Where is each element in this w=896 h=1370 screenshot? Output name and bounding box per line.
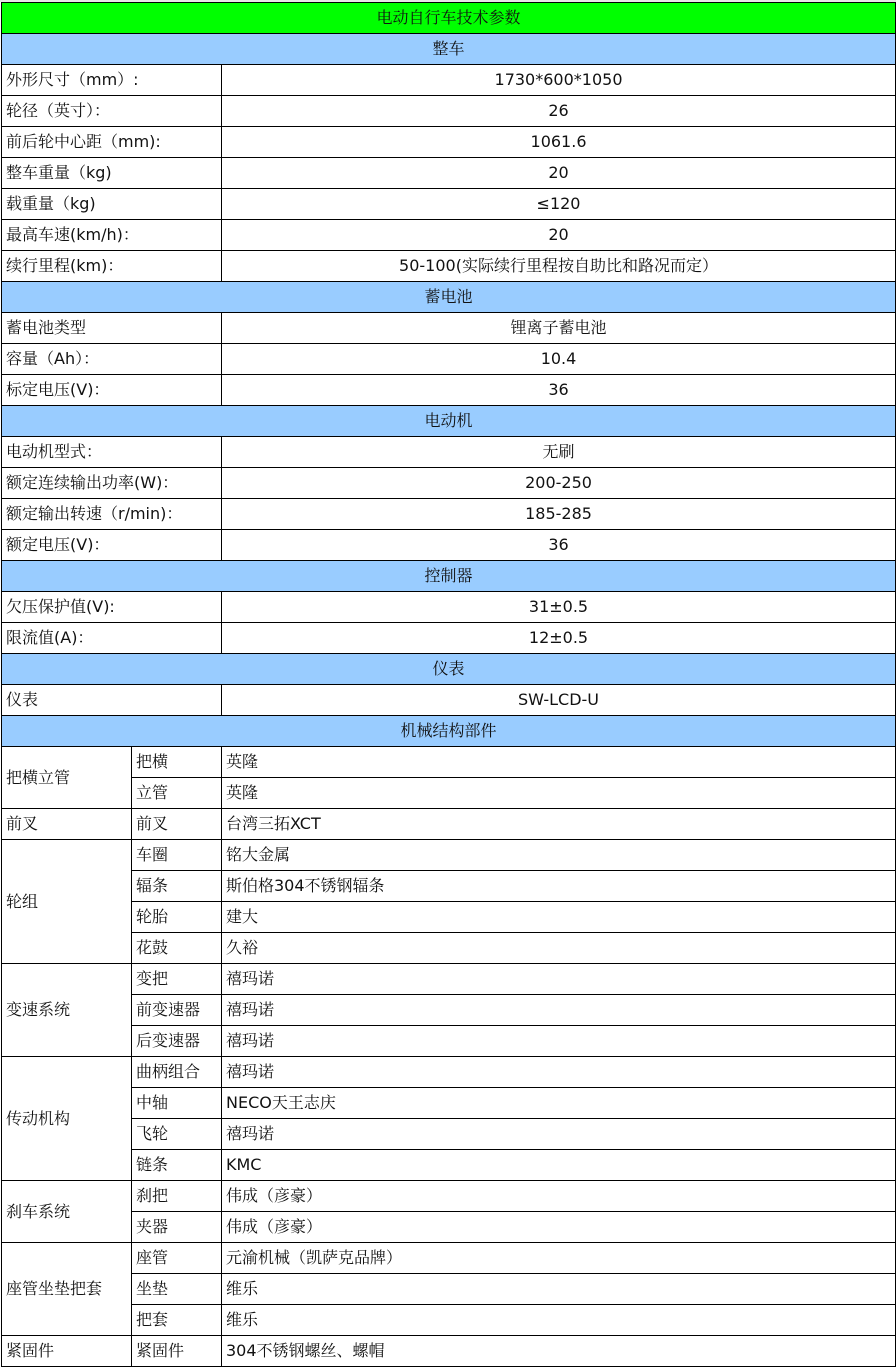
spec-label: 额定输出转速（r/min)： xyxy=(2,499,222,530)
spec-value: 12±0.5 xyxy=(222,623,896,654)
part-name: 紧固件 xyxy=(132,1336,222,1367)
component-row xyxy=(2,1212,896,1243)
section-header-row xyxy=(2,34,896,65)
section-header: 整车 xyxy=(2,34,896,65)
component-row xyxy=(2,933,896,964)
group-cell xyxy=(2,1181,132,1243)
component-row xyxy=(2,902,896,933)
component-row xyxy=(2,809,896,840)
brand-name: 久裕 xyxy=(222,933,896,964)
part-name: 把套 xyxy=(132,1305,222,1336)
spec-value: 无刷 xyxy=(222,437,896,468)
group-cell xyxy=(2,1057,132,1181)
spec-label: 续行里程(km)： xyxy=(2,251,222,282)
group-name: 传动机构 xyxy=(6,1108,71,1128)
spec-value: 26 xyxy=(222,96,896,127)
brand-name: 维乐 xyxy=(222,1274,896,1305)
spec-label: 额定连续输出功率(W)： xyxy=(2,468,222,499)
spec-row xyxy=(2,499,896,530)
component-row xyxy=(2,1026,896,1057)
group-name: 把横立管 xyxy=(6,767,71,787)
brand-name: 斯伯格304不锈钢辐条 xyxy=(222,871,896,902)
component-row xyxy=(2,871,896,902)
spec-row xyxy=(2,592,896,623)
spec-row xyxy=(2,158,896,189)
part-name: 后变速器 xyxy=(132,1026,222,1057)
part-name: 花鼓 xyxy=(132,933,222,964)
brand-name: 英隆 xyxy=(222,778,896,809)
part-name: 把横 xyxy=(132,747,222,778)
brand-name: 禧玛诺 xyxy=(222,1119,896,1150)
brand-name: 建大 xyxy=(222,902,896,933)
part-name: 前变速器 xyxy=(132,995,222,1026)
section-header: 仪表 xyxy=(2,654,896,685)
group-name: 轮组 xyxy=(6,891,39,911)
brand-name: 铭大金属 xyxy=(222,840,896,871)
component-row xyxy=(2,1243,896,1274)
brand-name: 304不锈钢螺丝、螺帽 xyxy=(222,1336,896,1367)
spec-label: 蓄电池类型 xyxy=(2,313,222,344)
spec-row xyxy=(2,468,896,499)
component-row xyxy=(2,964,896,995)
spec-label: 外形尺寸（mm）: xyxy=(2,65,222,96)
spec-label: 标定电压(V)： xyxy=(2,375,222,406)
component-row xyxy=(2,1336,896,1367)
spec-label: 容量（Ah）： xyxy=(2,344,222,375)
spec-value: 1061.6 xyxy=(222,127,896,158)
part-name: 曲柄组合 xyxy=(132,1057,222,1088)
component-row xyxy=(2,1150,896,1181)
group-cell xyxy=(2,840,132,964)
spec-label: 额定电压(V)： xyxy=(2,530,222,561)
brand-name: 维乐 xyxy=(222,1305,896,1336)
spec-label: 整车重量（kg) xyxy=(2,158,222,189)
spec-value: 1730*600*1050 xyxy=(222,65,896,96)
section-header-row xyxy=(2,406,896,437)
group-name: 座管坐垫把套 xyxy=(6,1279,103,1298)
spec-row xyxy=(2,437,896,468)
part-name: 中轴 xyxy=(132,1088,222,1119)
part-name: 链条 xyxy=(132,1150,222,1181)
section-header-row xyxy=(2,654,896,685)
spec-value: 36 xyxy=(222,375,896,406)
spec-value: 50-100(实际续行里程按自助比和路况而定） xyxy=(222,251,896,282)
group-name: 前叉 xyxy=(6,814,39,833)
spec-row xyxy=(2,685,896,716)
group-cell xyxy=(2,964,132,1057)
component-row xyxy=(2,747,896,778)
group-name: 变速系统 xyxy=(6,1000,71,1019)
spec-value: ≤120 xyxy=(222,189,896,220)
part-name: 辐条 xyxy=(132,871,222,902)
component-row xyxy=(2,1181,896,1212)
spec-row xyxy=(2,220,896,251)
spec-label: 电动机型式： xyxy=(2,437,222,468)
spec-value: 10.4 xyxy=(222,344,896,375)
spec-value: 锂离子蓄电池 xyxy=(222,313,896,344)
spec-row xyxy=(2,251,896,282)
spec-row xyxy=(2,344,896,375)
part-name: 夹器 xyxy=(132,1212,222,1243)
title-row xyxy=(2,3,896,34)
part-name: 轮胎 xyxy=(132,902,222,933)
component-row xyxy=(2,995,896,1026)
part-name: 座管 xyxy=(132,1243,222,1274)
part-name: 刹把 xyxy=(132,1181,222,1212)
group-cell xyxy=(2,809,132,840)
spec-row xyxy=(2,96,896,127)
spec-row xyxy=(2,313,896,344)
spec-label: 载重量（kg) xyxy=(2,189,222,220)
spec-body xyxy=(2,3,896,1367)
component-row xyxy=(2,1119,896,1150)
component-row xyxy=(2,1057,896,1088)
section-header: 控制器 xyxy=(2,561,896,592)
spec-row xyxy=(2,65,896,96)
part-name: 飞轮 xyxy=(132,1119,222,1150)
brand-name: NECO天王志庆 xyxy=(222,1088,896,1119)
part-name: 变把 xyxy=(132,964,222,995)
spec-row xyxy=(2,127,896,158)
brand-name: 元渝机械（凯萨克品牌） xyxy=(222,1243,896,1274)
component-row xyxy=(2,1088,896,1119)
brand-name: 禧玛诺 xyxy=(222,995,896,1026)
table-title: 电动自行车技术参数 xyxy=(2,3,896,34)
spec-value: 200-250 xyxy=(222,468,896,499)
spec-label: 仪表 xyxy=(2,685,222,716)
spec-row xyxy=(2,623,896,654)
component-row xyxy=(2,840,896,871)
part-name: 立管 xyxy=(132,778,222,809)
spec-value: 31±0.5 xyxy=(222,592,896,623)
section-header-row xyxy=(2,282,896,313)
spec-label: 限流值(A)： xyxy=(2,623,222,654)
section-header: 电动机 xyxy=(2,406,896,437)
section-header-row xyxy=(2,561,896,592)
spec-row xyxy=(2,189,896,220)
spec-row xyxy=(2,375,896,406)
brand-name: KMC xyxy=(222,1150,896,1181)
spec-value: 20 xyxy=(222,158,896,189)
brand-name: 伟成（彦豪） xyxy=(222,1212,896,1243)
brand-name: 台湾三拓XCT xyxy=(222,809,896,840)
component-row xyxy=(2,778,896,809)
brand-name: 英隆 xyxy=(222,747,896,778)
part-name: 车圈 xyxy=(132,840,222,871)
component-row xyxy=(2,1274,896,1305)
spec-label: 欠压保护值(V): xyxy=(2,592,222,623)
section-header: 机械结构部件 xyxy=(2,716,896,747)
spec-value: 20 xyxy=(222,220,896,251)
spec-label: 前后轮中心距（mm): xyxy=(2,127,222,158)
section-header: 蓄电池 xyxy=(2,282,896,313)
group-cell xyxy=(2,1243,132,1336)
brand-name: 伟成（彦豪） xyxy=(222,1181,896,1212)
spec-label: 轮径（英寸）： xyxy=(2,96,222,127)
brand-name: 禧玛诺 xyxy=(222,1026,896,1057)
group-cell xyxy=(2,1336,132,1367)
brand-name: 禧玛诺 xyxy=(222,1057,896,1088)
spec-value: 36 xyxy=(222,530,896,561)
spec-value: SW-LCD-U xyxy=(222,685,896,716)
part-name: 前叉 xyxy=(132,809,222,840)
part-name: 坐垫 xyxy=(132,1274,222,1305)
group-cell xyxy=(2,747,132,809)
group-name: 紧固件 xyxy=(6,1341,55,1360)
spec-table xyxy=(1,2,896,1367)
spec-value: 185-285 xyxy=(222,499,896,530)
section-header-row xyxy=(2,716,896,747)
spec-label: 最高车速(km/h)： xyxy=(2,220,222,251)
spec-row xyxy=(2,530,896,561)
brand-name: 禧玛诺 xyxy=(222,964,896,995)
component-row xyxy=(2,1305,896,1336)
group-name: 刹车系统 xyxy=(6,1201,71,1221)
